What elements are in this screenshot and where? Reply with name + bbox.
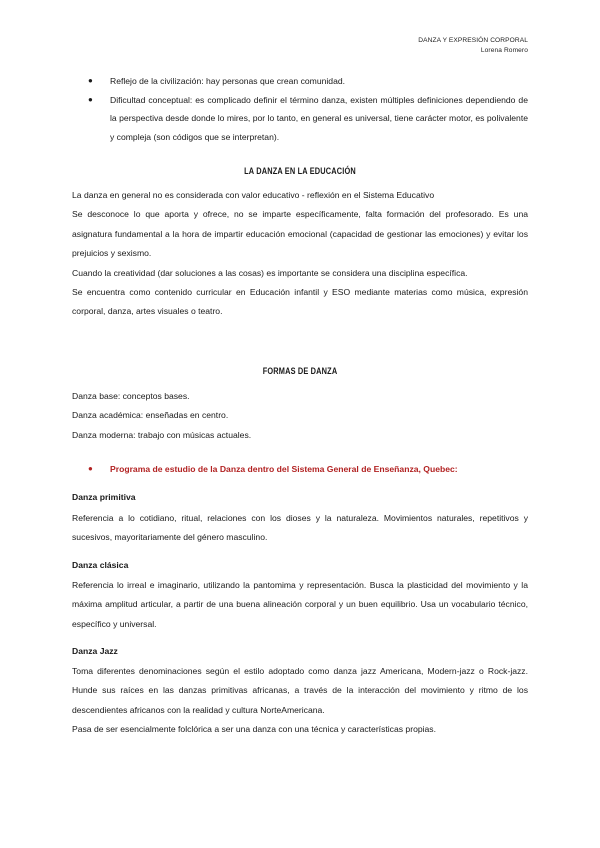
list-item: Danza académica: enseñadas en centro. (72, 410, 229, 421)
page-header (418, 36, 528, 56)
bullet-text: Reflejo de la civilización: hay personas que crean comunidad. (110, 76, 346, 86)
list-item (88, 72, 528, 91)
paragraph: Toma diferentes denominaciones según el estilo adoptado como danza jazz Americana, Modern-jazz o Rock-jazz. Hunde sus raíces en las danzas primitivas africanas, a través de la interacción del movimiento y ritmo de los descendientes africanos con la realidad y cultura NorteAmericana. (72, 666, 528, 715)
paragraph: Pasa de ser esencialmente folclórica a ser una danza con una técnica y características propias. (72, 724, 436, 735)
section-title-forms: FORMAS DE DANZA (262, 366, 338, 376)
program-bullet (88, 462, 528, 476)
subsection-body-clasica (72, 576, 528, 634)
paragraph: Se encuentra como contenido curricular en Educación infantil y ESO mediante materias como música, expresión corporal, danza, artes visuales o teatro. (72, 287, 528, 317)
subsection-heading-primitiva: Danza primitiva (72, 492, 136, 502)
intro-bullet-list (88, 72, 528, 146)
list-item: Danza moderna: trabajo con músicas actuales. (72, 429, 252, 440)
list-item: Danza base: conceptos bases. (72, 391, 190, 401)
paragraph: Se desconoce lo que aporta y ofrece, no se imparte específicamente, falta formación del profesorado. Es una asignatura fundamental a la hora de impartir educación emocional (capacidad de gestionar las emociones) y evitar los prejuicios y sexismo. (72, 209, 528, 259)
paragraph: Referencia lo irreal e imaginario, utilizando la pantomima y representación. Busca la plasticidad del movimiento y la máxima amplitud articular, a partir de una buena alineación corporal y un buen equilibrio. Usa un vocabulario técnico, específico y universal. (72, 580, 528, 629)
subsection-heading-clasica: Danza clásica (72, 560, 129, 570)
bullet-icon: ● (88, 464, 93, 473)
bullet-text: Dificultad conceptual: es complicado definir el término danza, existen múltiples definiciones dependiendo de la perspectiva desde donde lo mires, por lo tanto, en general es universal, tiene carácter motor, es polivalente y compleja (son códigos que se interpretan). (110, 94, 528, 142)
list-item (88, 91, 528, 147)
section-title-education: LA DANZA EN LA EDUCACIÓN (244, 166, 356, 176)
paragraph: La danza en general no es considerada con valor educativo - reflexión en el Sistema Educativo (72, 190, 435, 200)
subsection-body-primitiva (72, 509, 528, 548)
program-bullet-text: Programa de estudio de la Danza dentro del Sistema General de Enseñanza, Quebec: (110, 464, 458, 474)
bullet-icon: ● (88, 94, 93, 104)
subsection-heading-jazz: Danza Jazz (72, 646, 118, 656)
section-education-body (72, 186, 528, 322)
paragraph: Cuando la creatividad (dar soluciones a las cosas) es importante se considera una disciplina específica. (72, 267, 468, 278)
bullet-icon: ● (88, 76, 93, 85)
header-author: Lorena Romero (480, 47, 528, 54)
paragraph: Referencia a lo cotidiano, ritual, relaciones con los dioses y la naturaleza. Movimientos naturales, repetitivos y sucesivos, mayoritariamente del género masculino. (72, 513, 528, 543)
header-title: DANZA Y EXPRESIÓN CORPORAL (418, 37, 528, 44)
dance-forms-list (72, 387, 528, 445)
subsection-body-jazz (72, 662, 528, 740)
